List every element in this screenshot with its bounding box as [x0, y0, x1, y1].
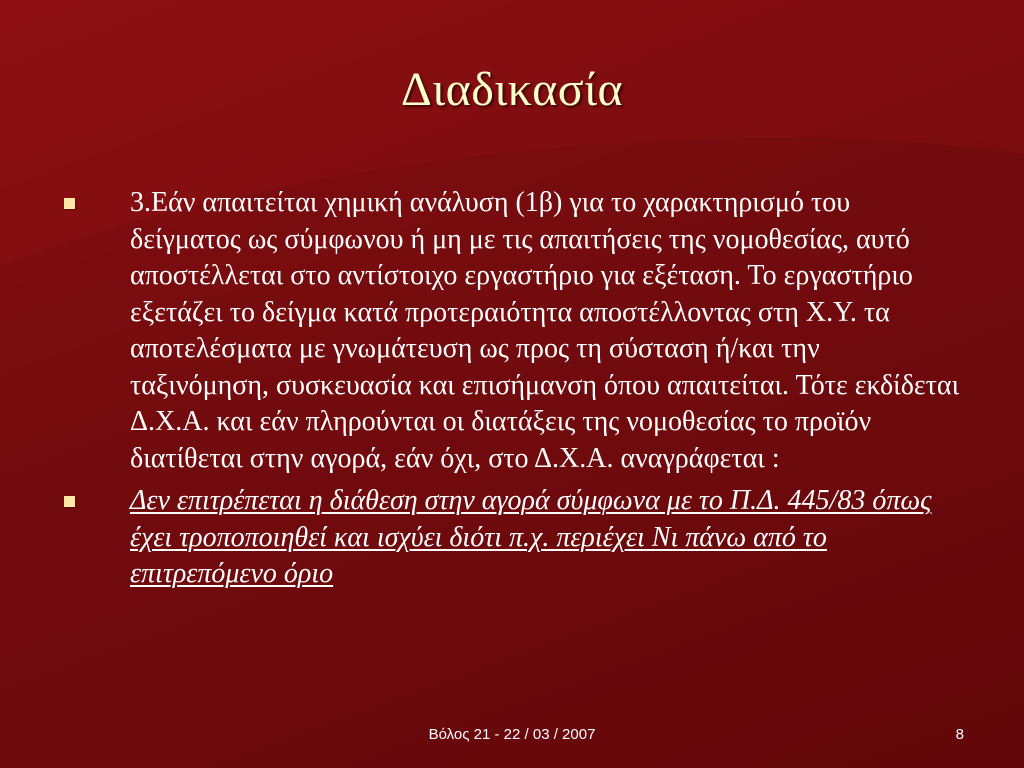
bullet-item-1	[60, 185, 960, 477]
square-bullet-icon	[64, 496, 75, 507]
footer-date: Βόλος 21 - 22 / 03 / 2007	[428, 726, 596, 743]
bullet-item-2	[60, 483, 960, 593]
square-bullet-icon	[64, 198, 75, 209]
page-number: 8	[955, 726, 964, 743]
bullet-text-1: 3.Εάν απαιτείται χημική ανάλυση (1β) για το χαρακτηρισμό του δείγματος ως σύμφωνου ή μη με τις απαιτήσεις της νομοθεσίας, αυτό αποστέλλεται στο αντίστοιχο εργαστήριο για εξέταση. Το εργαστήριο εξετάζει το δείγμα κατά προτεραιότητα αποστέλλοντας στη Χ.Υ. τα αποτελέσματα με γνωμάτευση ως προς τη σύσταση ή/και την ταξινόμηση, συσκευασία και επισήμανση όπου απαιτείται. Τότε εκδίδεται Δ.Χ.Α. και εάν πληρούνται οι διατάξεις της νομοθεσίας το προϊόν διατίθεται στην αγορά, εάν όχι, στο Δ.Χ.Α. αναγράφεται :	[130, 187, 960, 474]
bullet-text-2: Δεν επιτρέπεται η διάθεση στην αγορά σύμφωνα με το Π.Δ. 445/83 όπως έχει τροποποιηθεί και ισχύει διότι π.χ. περιέχει Νι πάνω από το επιτρεπόμενο όριο	[130, 485, 932, 589]
slide-title: Διαδικασία	[400, 63, 624, 116]
bullet-list	[60, 185, 960, 599]
